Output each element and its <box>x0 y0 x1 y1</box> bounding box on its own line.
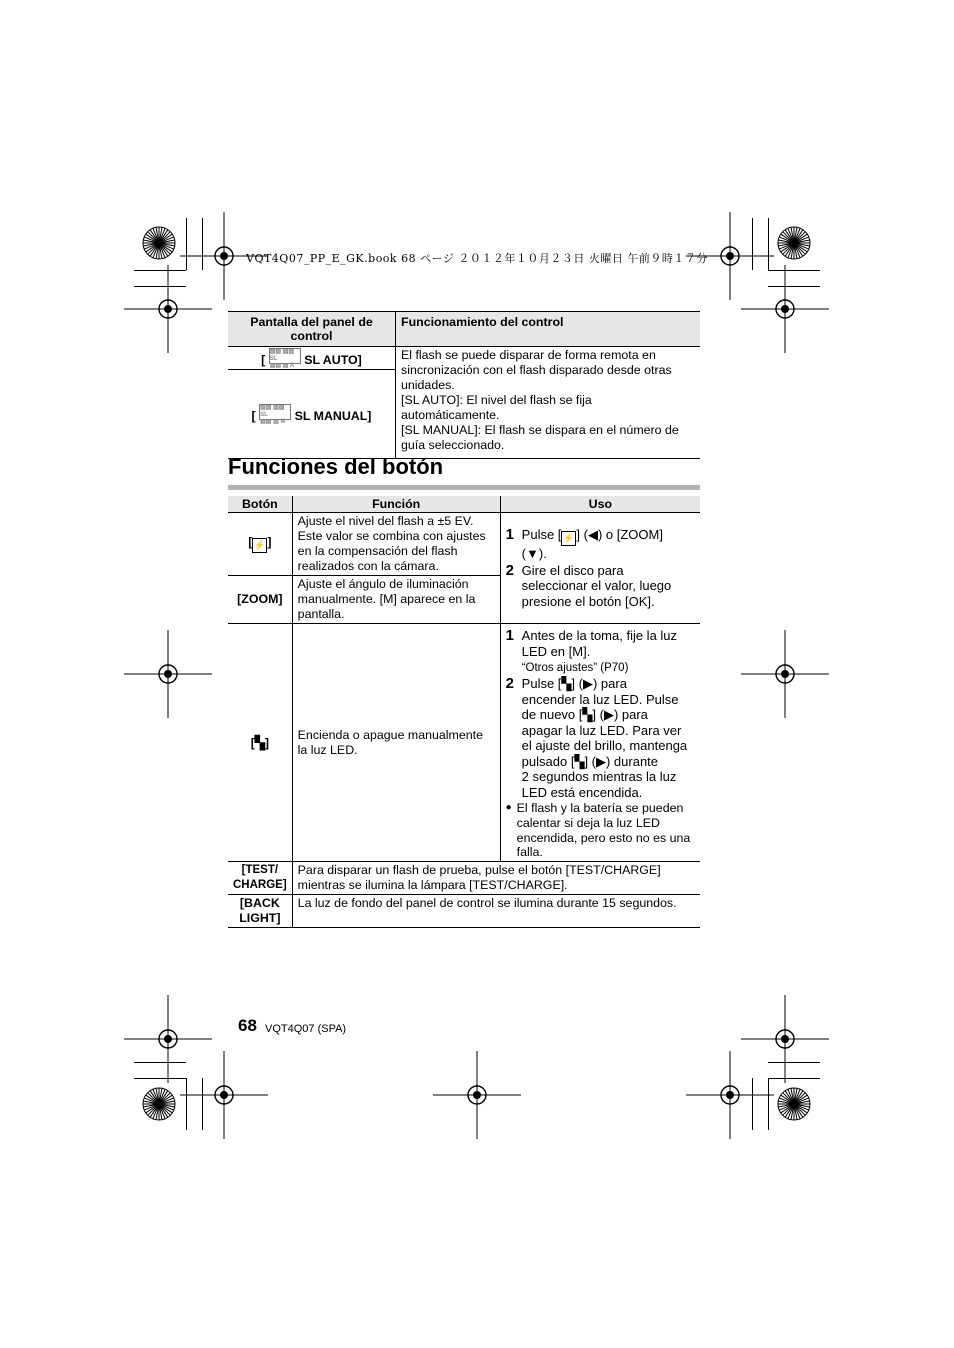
step-text: Gire el disco para <box>521 562 624 578</box>
sl-description <box>396 347 701 459</box>
function-line: Ajuste el ángulo de iluminación <box>297 577 469 591</box>
note-line: El flash y la batería se pueden <box>516 801 684 815</box>
bullet-icon: ● <box>505 802 512 813</box>
button-label: LIGHT] <box>239 911 281 926</box>
button-functions-table <box>228 496 700 928</box>
function-line: pantalla. <box>297 607 345 621</box>
sl-manual-label: SL MANUAL] <box>294 409 372 423</box>
step-number: 1 <box>505 526 515 543</box>
document-code: VQT4Q07 (SPA) <box>265 1023 347 1035</box>
function-line: Ajuste el nivel del flash a ±5 EV. <box>297 514 474 528</box>
step-number: 1 <box>505 627 515 644</box>
step-text: de nuevo [ <box>521 707 583 722</box>
use-step <box>506 563 695 610</box>
led-use-cell <box>500 624 700 862</box>
function-line: Encienda o apague manualmente <box>297 727 483 742</box>
function-line: manualmente. [M] aparece en la <box>297 592 476 606</box>
led-light-icon: ▚ <box>582 707 593 722</box>
led-light-icon: ▚ <box>561 676 572 691</box>
note-line: encendida, pero esto no es una <box>516 830 691 845</box>
led-function-cell <box>292 624 500 862</box>
zoom-button-cell: [ZOOM] <box>228 576 292 624</box>
title-underline <box>228 485 700 490</box>
book-header-line: VQT4Q07_PP_E_GK.book 68 ページ ２０１２年１０月２３日 火曜日 午前９時１７分 <box>246 252 708 265</box>
test-charge-function-cell <box>292 862 700 895</box>
step-text: presione el botón [OK]. <box>521 593 655 609</box>
sl-auto-label: SL AUTO] <box>304 353 362 367</box>
flash-function-cell <box>292 513 500 576</box>
back-light-button-cell <box>228 895 292 928</box>
test-charge-button-cell <box>228 862 292 895</box>
sl-desc-line: guía seleccionado. <box>401 438 505 452</box>
step-text: ] (▶) durante <box>584 753 659 769</box>
step-text: ] (◀) o [ZOOM] <box>576 527 663 542</box>
table1-header-col2: Funcionamiento del control <box>396 312 701 347</box>
table2-header-funcion: Función <box>292 496 500 513</box>
page-number: 68 <box>238 1016 257 1035</box>
sl-desc-line: sincronización con el flash disparado desde otras <box>401 363 672 377</box>
sl-desc-line: [SL AUTO]: El nivel del flash se fija <box>401 393 592 407</box>
table2-header-boton: Botón <box>228 496 292 513</box>
led-caution-note <box>506 801 695 860</box>
led-light-icon: ▚ <box>254 734 265 750</box>
function-line: en la compensación del flash <box>297 544 458 558</box>
use-step <box>506 527 695 562</box>
step-number: 2 <box>505 561 515 579</box>
function-line: mientras se ilumina la lámpara [TEST/CHARGE]. <box>297 878 568 893</box>
step-text: Pulse [ <box>521 527 562 542</box>
function-line: la luz LED. <box>297 742 358 757</box>
flash-compensation-icon: ⚡ <box>561 531 576 546</box>
note-line: calentar si deja la luz LED <box>516 815 660 830</box>
step-text: el ajuste del brillo, mantenga <box>521 738 688 753</box>
function-line: Este valor se combina con ajustes <box>297 529 486 543</box>
sl-desc-line: automáticamente. <box>401 408 500 422</box>
step-text: Antes de la toma, fije la luz <box>521 628 678 643</box>
note-line: falla. <box>516 845 543 860</box>
button-label: [TEST/ <box>241 864 279 877</box>
step-text: ] (▶) para <box>592 707 648 722</box>
button-label: [BACK <box>239 896 280 911</box>
button-label: CHARGE] <box>233 879 287 892</box>
control-panel-icon: ▤▤ ▤▤ SL ▤▤ ▤ A <box>269 348 301 364</box>
function-line: Para disparar un flash de prueba, pulse el botón [TEST/CHARGE] <box>297 863 661 878</box>
sl-desc-line: unidades. <box>401 378 455 392</box>
step-text: encender la luz LED. Pulse <box>521 691 679 707</box>
sl-manual-cell: [ ▤▤ ▤▤ SL ▤▤ ▤ M SL MANUAL] <box>228 370 396 459</box>
control-panel-table <box>228 311 700 459</box>
use-step <box>506 628 695 675</box>
sl-auto-cell: [ ▤▤ ▤▤ SL ▤▤ ▤ A SL AUTO] <box>228 347 396 370</box>
back-light-function-cell <box>292 895 700 928</box>
flash-compensation-icon: ⚡ <box>252 538 267 553</box>
led-light-icon: ▚ <box>574 753 585 769</box>
table2-header-uso: Uso <box>500 496 700 513</box>
step-text: LED en [M]. <box>521 643 591 659</box>
step-text: Pulse [ <box>521 676 562 691</box>
zoom-function-cell <box>292 576 500 624</box>
function-line: realizados con la cámara. <box>297 559 439 573</box>
step-text: apagar la luz LED. Para ver <box>521 722 682 738</box>
table1-header-col1: Pantalla del panel de control <box>228 312 396 347</box>
sl-desc-line: [SL MANUAL]: El flash se dispara en el número de <box>401 423 679 437</box>
step-text: 2 segundos mientras la luz <box>521 769 677 784</box>
step-note: “Otros ajustes” (P70) <box>521 662 629 674</box>
flash-zoom-use-cell <box>500 513 700 624</box>
step-text: (▼). <box>521 546 547 561</box>
control-panel-icon: ▤▤ ▤▤ SL ▤▤ ▤ M <box>259 404 291 420</box>
step-text: seleccionar el valor, luego <box>521 578 672 593</box>
function-line: La luz de fondo del panel de control se ilumina durante 15 segundos. <box>297 896 677 911</box>
step-text: ] (▶) para <box>571 676 627 691</box>
use-step <box>506 676 695 800</box>
step-text: LED está encendida. <box>521 784 643 800</box>
section-title: Funciones del botón <box>228 454 444 479</box>
sl-desc-line: El flash se puede disparar de forma remota en <box>401 348 656 362</box>
led-button-cell: [▚] <box>228 624 292 862</box>
flash-button-cell: [ ⚡ ] <box>228 513 292 576</box>
step-number: 2 <box>505 675 515 692</box>
step-text: pulsado [ <box>521 753 575 769</box>
